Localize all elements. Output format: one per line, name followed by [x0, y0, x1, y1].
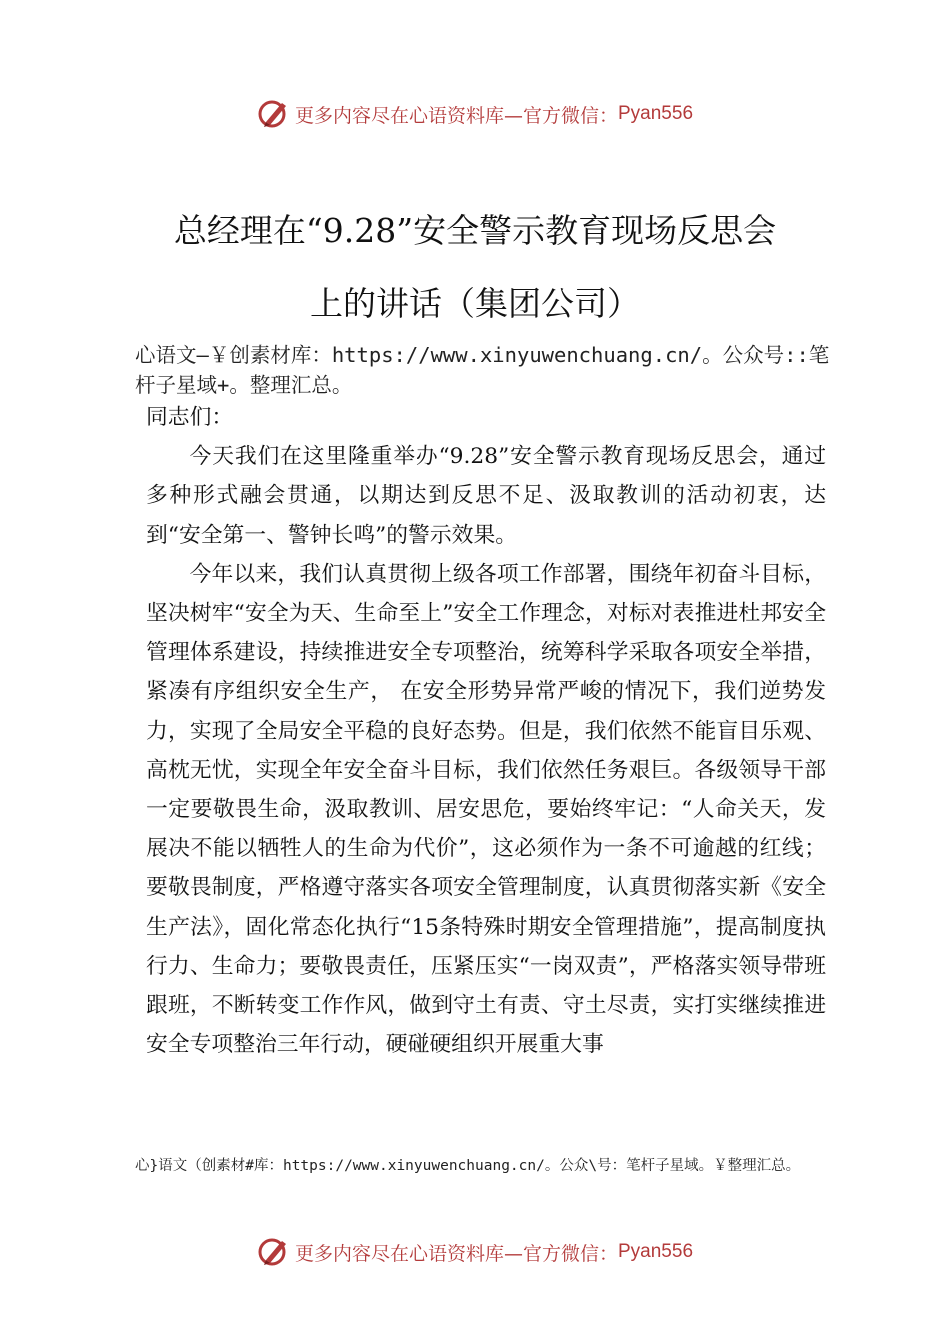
source-note-bottom: 心}语文（创素材#库：https://www.xinyuwenchuang.cn/。公众\号：笔杆子星域。￥整理汇总。 [135, 1158, 801, 1174]
document-body [146, 398, 826, 1064]
salutation: 同志们： [146, 405, 234, 430]
pen-logo-icon [257, 97, 291, 131]
document-title-line2: 上的讲话（集团公司） [310, 284, 640, 323]
banner-text: 更多内容尽在心语资料库—官方微信： [294, 104, 618, 127]
footer-banner [0, 1232, 950, 1272]
paragraph-2: 今年以来，我们认真贯彻上级各项工作部署，围绕年初奋斗目标，坚决树牢“安全为天、生命至上”安全工作理念，对标对表推进杜邦安全管理体系建设，持续推进安全专项整治，统筹科学采取各项安全举措，紧凑有序组织安全生产， 在安全形势异常严峻的情况下，我们逆势发力，实现了全局安全平稳的良好态势。但是，我们依然不能盲目乐观、高枕无忧，实现全年安全奋斗目标，我们依然任务艰巨。各级领导干部一定要敬畏生命，汲取教训、居安思危，要始终牢记：“人命关天，发展决不能以牺牲人的生命为代价”，这必须作为一条不可逾越的红线；要敬畏制度，严格遵守落实各项安全管理制度，认真贯彻落实新《安全生产法》，固化常态化执行“15条特殊时期安全管理措施”，提高制度执行力、生命力；要敬畏责任，压紧压实“一岗双责”，严格落实领导带班跟班，不断转变工作作风，做到守土有责、守土尽责，实打实继续推进安全专项整治三年行动，硬碰硬组织开展重大事 [146, 561, 826, 1058]
banner-wechat-id: Pyan556 [618, 103, 694, 124]
banner-text: 更多内容尽在心语资料库—官方微信： [294, 1242, 618, 1265]
header-banner [0, 94, 950, 134]
pen-logo-icon [257, 1235, 291, 1269]
document-title-line1: 总经理在“9.28”安全警示教育现场反思会 [173, 211, 777, 250]
source-note-top: 心语文—￥创素材库：https://www.xinyuwenchuang.cn/。公众号::笔杆子星域+。整理汇总。 [135, 343, 830, 397]
banner-wechat-id: Pyan556 [618, 1241, 694, 1262]
paragraph-1: 今天我们在这里隆重举办“9.28”安全警示教育现场反思会，通过多种形式融会贯通，以期达到反思不足、汲取教训的活动初衷，达到“安全第一、警钟长鸣”的警示效果。 [146, 444, 826, 548]
